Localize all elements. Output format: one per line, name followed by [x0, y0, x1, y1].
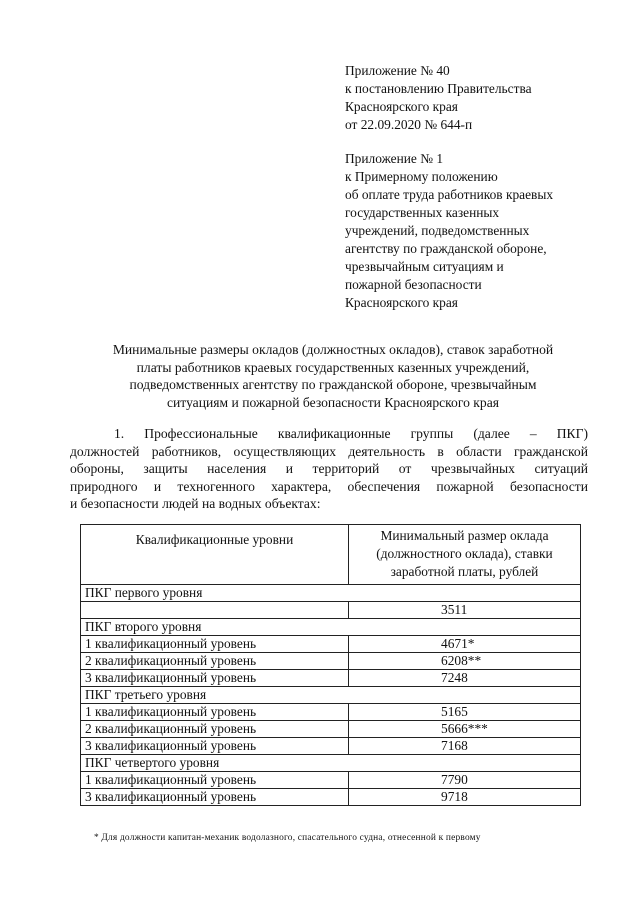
level-cell: 1 квалификационный уровень [81, 704, 349, 721]
salary-cell: 4671* [349, 636, 581, 653]
title-line: Минимальные размеры окладов (должностных окладов), ставок заработной [112, 342, 554, 357]
appendix-1-line: к Примерному положению [345, 169, 498, 184]
level-cell: 1 квалификационный уровень [81, 636, 349, 653]
header-minimum-salary [349, 525, 581, 585]
level-cell [81, 602, 349, 619]
level-cell: 3 квалификационный уровень [81, 670, 349, 687]
table-row [81, 738, 581, 755]
table-row [81, 602, 581, 619]
salary-cell: 7790 [349, 772, 581, 789]
appendix-40-line: от 22.09.2020 № 644-п [345, 117, 473, 132]
level-cell: 2 квалификационный уровень [81, 721, 349, 738]
title-line: подведомственных агентству по гражданской обороне, чрезвычайным [129, 377, 537, 392]
paragraph-1 [70, 425, 588, 513]
appendix-1-line: Приложение № 1 [345, 151, 444, 166]
table-group-row [81, 687, 581, 704]
paragraph-line: должностей работников, осуществляющих деятельность в области гражданской [70, 443, 588, 459]
appendix-40-line: Приложение № 40 [345, 63, 450, 78]
salary-cell: 7168 [349, 738, 581, 755]
appendix-1-line: Красноярского края [345, 295, 458, 310]
level-cell: 2 квалификационный уровень [81, 653, 349, 670]
paragraph-line: 1. Профессиональные квалификационные группы (далее – ПКГ) [114, 426, 588, 441]
footnote [94, 832, 588, 844]
salary-cell: 7248 [349, 670, 581, 687]
header-line: (должностного оклада), ставки [376, 546, 553, 561]
table-row [81, 704, 581, 721]
salary-cell: 3511 [349, 602, 581, 619]
table-row [81, 721, 581, 738]
level-cell: 3 квалификационный уровень [81, 789, 349, 806]
paragraph-line: обороны, защиты населения и территорий от чрезвычайных ситуаций [70, 461, 588, 476]
level-cell: 3 квалификационный уровень [81, 738, 349, 755]
table-group-row [81, 619, 581, 636]
appendix-1-line: чрезвычайным ситуациям и [345, 259, 504, 274]
salary-cell: 5165 [349, 704, 581, 721]
salary-table [80, 524, 581, 806]
salary-cell: 5666*** [349, 721, 581, 738]
table-row [81, 789, 581, 806]
document-title [70, 341, 596, 411]
appendix-1-line: об оплате труда работников краевых [345, 187, 554, 202]
level-cell: 1 квалификационный уровень [81, 772, 349, 789]
group-label: ПКГ четвертого уровня [81, 755, 581, 772]
table-row [81, 670, 581, 687]
appendix-40-line: к постановлению Правительства [345, 81, 532, 96]
appendix-40-header [345, 62, 615, 134]
title-line: ситуациям и пожарной безопасности Красноярского края [167, 394, 499, 410]
footnote-text: * Для должности капитан-механик водолазного, спасательного судна, отнесенной к первому [94, 833, 481, 843]
table-row [81, 772, 581, 789]
group-label: ПКГ второго уровня [81, 619, 581, 636]
appendix-40-line: Красноярского края [345, 99, 458, 114]
table-group-row [81, 585, 581, 602]
title-line: платы работников краевых государственных казенных учреждений, [136, 359, 530, 375]
paragraph-line: природного и техногенного характера, обеспечения пожарной безопасности [70, 478, 588, 494]
header-qualification-levels: Квалификационные уровни [81, 525, 349, 585]
appendix-1-header [345, 150, 615, 312]
table-row [81, 653, 581, 670]
appendix-1-line: учреждений, подведомственных [345, 223, 530, 238]
salary-cell: 9718 [349, 789, 581, 806]
salary-cell: 6208** [349, 653, 581, 670]
appendix-1-line: агентству по гражданской обороне, [345, 241, 547, 256]
group-label: ПКГ третьего уровня [81, 687, 581, 704]
header-line: Минимальный размер оклада [380, 528, 549, 543]
appendix-1-line: государственных казенных [345, 205, 500, 220]
paragraph-line: и безопасности людей на водных объектах: [70, 496, 321, 511]
group-label: ПКГ первого уровня [81, 585, 581, 602]
table-header-row [81, 525, 581, 585]
appendix-1-line: пожарной безопасности [345, 277, 482, 292]
table-row [81, 636, 581, 653]
header-line: заработной платы, рублей [390, 564, 539, 579]
table-group-row [81, 755, 581, 772]
